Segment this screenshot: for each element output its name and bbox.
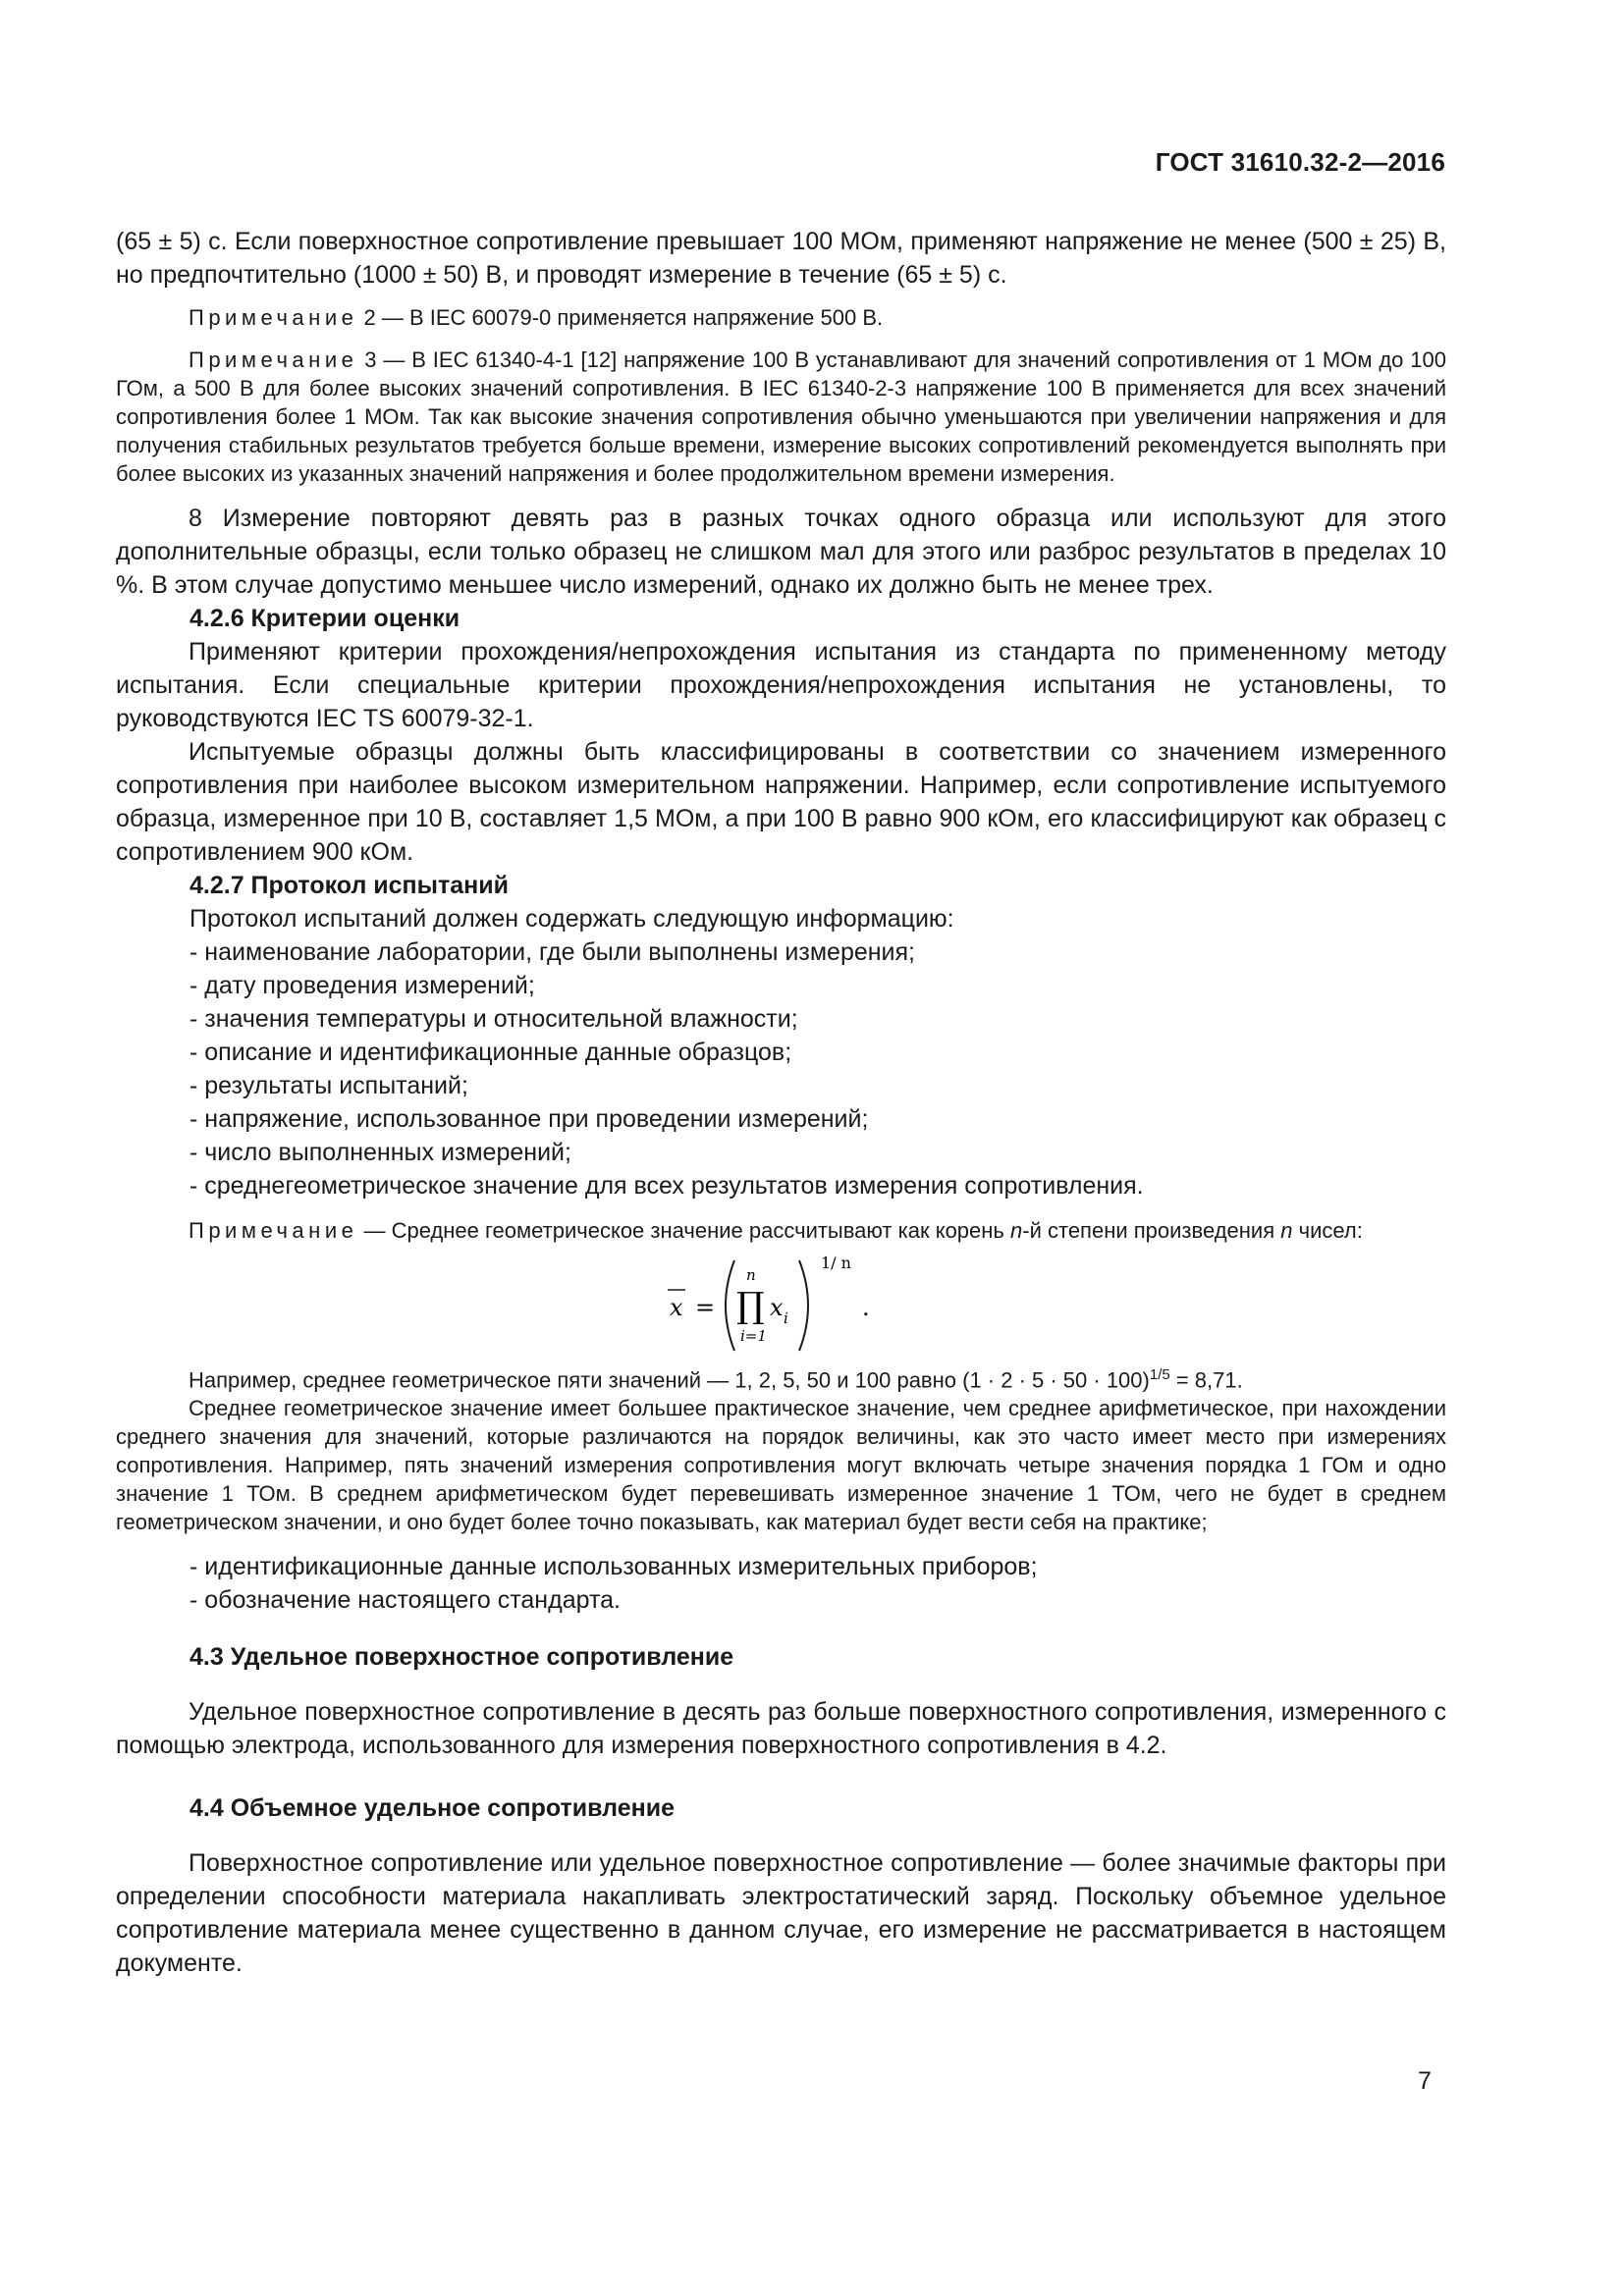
formula-equals: = xyxy=(695,1294,716,1321)
list-item: - результаты испытаний; xyxy=(189,1072,468,1099)
formula-lhs: x xyxy=(670,1294,683,1321)
note-geometric-mean xyxy=(116,1216,1446,1245)
heading-4-2-7: 4.2.7 Протокол испытаний xyxy=(189,872,509,899)
note-text: -й степени произведения xyxy=(1022,1218,1281,1243)
heading-4-3: 4.3 Удельное поверхностное сопротивление xyxy=(189,1643,734,1672)
list-item: - значения температуры и относительной влажности; xyxy=(189,1005,798,1033)
note-label: Примечание xyxy=(189,347,358,372)
product-lower-limit: i=1 xyxy=(740,1327,767,1345)
formula-variable: x xyxy=(770,1294,784,1321)
formula-exponent: 1/ n xyxy=(821,1254,851,1272)
list-item: - идентификационные данные использованных измерительных приборов; xyxy=(189,1553,1038,1581)
paragraph-4-2-6-a: Применяют критерии прохождения/непрохождения испытания из стандарта по примененному методу испытания. Если специальные критерии прохождения/непрохождения испытания не установлены, то руководствуются IEC TS 60079-32-1. xyxy=(116,638,1446,732)
list-item: - число выполненных измерений; xyxy=(189,1139,571,1166)
formula-period: . xyxy=(862,1294,870,1321)
paragraph-4-4: Поверхностное сопротивление или удельное поверхностное сопротивление — более значимые факторы при определении способности материала накапливать электростатический заряд. Поскольку объемное удельное сопротивление материала менее существенно в данном случае, его измерение не рассматривается в настоящем документе. xyxy=(116,1849,1446,1978)
note-2 xyxy=(116,303,1446,332)
geometric-mean-explanation: Среднее геометрическое значение имеет большее практическое значение, чем среднее арифметическое, при нахождении среднего значения для значений, которые различаются на порядок величины, как это часто имеет место при измерениях сопротивления. Например, пять значений измерения сопротивления могут включать четыре значения порядка 1 ГОм и одно значение 1 ТОм. В среднем арифметическом будет перевешивать измеренное значение 1 ТОм, чего не будет в среднем геометрическом значении, и оно будет более точно показывать, как материал будет вести себя на практике; xyxy=(116,1396,1446,1535)
note-label: Примечание xyxy=(189,1218,358,1243)
list-item: - дату проведения измерений; xyxy=(189,972,535,999)
note-text: чисел: xyxy=(1292,1218,1363,1243)
list-item: - наименование лаборатории, где были выполнены измерения; xyxy=(189,938,916,966)
note-3 xyxy=(116,346,1446,488)
example-body: Например, среднее геометрическое пяти значений — 1, 2, 5, 50 и 100 равно (1 · 2 · 5 · 50 · 100) xyxy=(189,1367,1150,1393)
note-text: — В IEC 60079-0 применяется напряжение 500 В. xyxy=(375,305,884,330)
example-result: = 8,71. xyxy=(1169,1367,1243,1393)
list-item: - описание и идентификационные данные образцов; xyxy=(189,1039,792,1066)
variable-n: n xyxy=(1010,1218,1023,1243)
note-text: — Среднее геометрическое значение рассчитывают как корень xyxy=(357,1218,1011,1243)
page-number: 7 xyxy=(1418,2067,1432,2095)
paragraph-4-3: Удельное поверхностное сопротивление в десять раз больше поверхностного сопротивления, измеренного с помощью электрода, использованного для измерения поверхностного сопротивления в 4.2. xyxy=(116,1698,1446,1760)
paragraph-8: 8 Измерение повторяют девять раз в разных точках одного образца или используют для этого дополнительные образцы, если только образец не слишком мал для этого или разброс результатов в пределах 10 %. В этом случае допустимо меньшее число измерений, однако их должно быть не менее трех. xyxy=(116,505,1446,599)
list-item: - обозначение настоящего стандарта. xyxy=(189,1586,621,1615)
variable-n: n xyxy=(1280,1218,1293,1243)
page-content xyxy=(116,225,1446,1980)
paragraph-4-2-7: Протокол испытаний должен содержать следующую информацию: xyxy=(189,905,954,933)
example-exponent: 1/5 xyxy=(1149,1366,1170,1383)
example-text xyxy=(116,1361,1446,1394)
formula-graphic xyxy=(666,1251,921,1357)
report-items-list xyxy=(116,935,1446,1202)
list-item: - среднегеометрическое значение для всех результатов измерения сопротивления. xyxy=(189,1172,1144,1200)
product-symbol: ∏ xyxy=(736,1286,765,1326)
note-label: Примечание xyxy=(189,305,358,330)
list-item: - напряжение, использованное при проведении измерений; xyxy=(189,1105,869,1133)
geometric-mean-formula xyxy=(116,1251,1446,1357)
paragraph-continuation: (65 ± 5) с. Если поверхностное сопротивление превышает 100 МОм, применяют напряжение не менее (500 ± 25) В, но предпочтительно (1000 ± 50) В, и проводят измерение в течение (65 ± 5) с. xyxy=(116,228,1446,289)
note-text: — В IEC 61340-4-1 [12] напряжение 100 В устанавливают для значений сопротивления от 1 МОм до 100 ГОм, а 500 В для более высоких значений сопротивления. В IEC 61340-2-3 напряжение 100 В применяется для всех значений сопротивления более 1 МОм. Так как высокие значения сопротивления обычно уменьшаются при увеличении напряжения и для получения стабильных результатов требуется больше времени, измерение высоких сопротивлений рекомендуется выполнять при более высоких из указанных значений напряжения и более продолжительном времени измерения. xyxy=(116,347,1446,486)
note-number: 3 xyxy=(364,347,377,372)
formula-subscript: i xyxy=(784,1309,788,1327)
heading-4-2-6: 4.2.6 Критерии оценки xyxy=(189,605,460,632)
report-items-list-continued xyxy=(116,1550,1446,1617)
note-number: 2 xyxy=(363,305,376,330)
document-header: ГОСТ 31610.32-2—2016 xyxy=(1155,147,1445,177)
heading-4-4: 4.4 Объемное удельное сопротивление xyxy=(189,1794,675,1823)
product-upper-limit: n xyxy=(746,1266,756,1284)
paragraph-4-2-6-b: Испытуемые образцы должны быть классифицированы в соответствии со значением измеренного сопротивления при наиболее высоком измерительном напряжении. Например, если сопротивление испытуемого образца, измеренное при 10 В, составляет 1,5 МОм, а при 100 В равно 900 кОм, его классифицируют как образец с сопротивлением 900 кОм. xyxy=(116,738,1446,866)
